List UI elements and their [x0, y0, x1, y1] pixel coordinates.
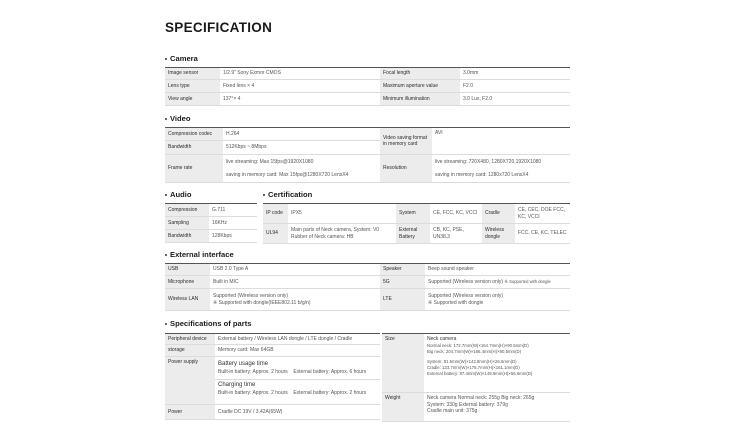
size-big-neck: Big neck: 204.7mm(W)×166.4mm(H)×90.5mm(D)	[427, 349, 522, 355]
cell-key: External Battery	[396, 224, 430, 244]
camera-table	[165, 67, 570, 106]
size-normal-neck: Normal neck: 172.7mm(W)×164.7mm(H)×90.5mm(D)	[427, 343, 529, 349]
table-row	[263, 224, 570, 244]
cell-value: 512Kbps ~ 8Mbps	[223, 141, 380, 155]
external-heading	[165, 250, 234, 259]
cell-key: Lens type	[165, 80, 220, 93]
bullet-icon	[263, 194, 265, 196]
certification-table	[263, 203, 570, 244]
cell-key: Resolution	[380, 155, 432, 183]
video-table	[165, 127, 570, 183]
resolution-live: live streaming: 720X480, 1280X720,1920X1080	[435, 159, 542, 165]
lte-note: ※ Supported with dongle	[428, 299, 484, 306]
cell-value: USB 2.0 Type A	[210, 264, 380, 276]
resolution-memory: saving in memory card: 1280x720 LensX4	[435, 171, 529, 178]
cell-key: Speaker	[380, 264, 425, 276]
cell-value: Built in MIC	[210, 276, 380, 289]
table-row	[165, 357, 380, 405]
cell-key: Maximum aperture value	[380, 80, 460, 93]
cell-key: Focal length	[380, 68, 460, 80]
cell-value: IPX5	[288, 204, 396, 224]
camera-heading-label: Camera	[170, 54, 198, 63]
camera-heading	[165, 54, 198, 63]
divider	[215, 379, 380, 380]
table-row	[165, 93, 570, 106]
cell-key: Cradle	[482, 204, 515, 224]
cell-key: Sampling	[165, 217, 209, 230]
cell-value: Main parts of Neck camera, System: V0 Rubber of Neck camera: HB	[288, 224, 396, 244]
cell-key: Compression codec	[165, 128, 223, 141]
bullet-icon	[165, 194, 167, 196]
certification-heading	[263, 190, 312, 199]
cell-key: IP code	[263, 204, 288, 224]
cell-value: 128Kbps	[209, 230, 257, 243]
cell-key: Bandwidth	[165, 230, 209, 243]
weight-cradle: Cradle main unit: 375g	[427, 408, 478, 414]
size-external-battery: External battery: 87.4mm(W)×149.9mm(H)×56.6mm(D)	[427, 371, 533, 377]
table-row	[165, 80, 570, 93]
cell-key: Microphone	[165, 276, 210, 289]
cell-key: View angle	[165, 93, 220, 106]
external-heading-label: External interface	[170, 250, 234, 259]
audio-table	[165, 203, 257, 243]
cell-value	[424, 334, 570, 393]
cell-key: storage	[165, 345, 215, 357]
size-system: System: 81.5mm(W)×142.8mm(H)×26.5mm(D)	[427, 358, 517, 364]
charging-time-title: Charging time	[218, 382, 256, 389]
table-row	[165, 128, 570, 141]
bullet-icon	[165, 254, 167, 256]
table-row	[165, 334, 380, 345]
table-row	[165, 217, 257, 230]
frame-rate-memory: saving in memory card: Max 15fps@1280X720 LensX4	[226, 171, 349, 178]
table-row	[382, 393, 570, 422]
cell-value: CB, KC, PSE, UN38.3	[430, 224, 482, 244]
cell-key: UL94	[263, 224, 288, 244]
cell-value: F2.0	[460, 80, 570, 93]
cell-key: 5G	[380, 276, 425, 289]
audio-heading-label: Audio	[170, 190, 192, 199]
table-row	[165, 204, 257, 217]
battery-usage-builtin: Built-in battery: Approx. 2 hours	[218, 368, 288, 375]
cell-key: Video saving format in memory card	[380, 128, 432, 155]
table-row	[165, 230, 257, 243]
weight-system: System: 330g External battery: 379g	[427, 401, 508, 408]
table-row	[165, 264, 570, 276]
wlan-support: Supported (Wireless version only)	[213, 293, 289, 299]
table-row	[165, 345, 380, 357]
cell-key: Wireless dongle	[482, 224, 515, 244]
cell-key: Peripheral device	[165, 334, 215, 345]
parts-heading-label: Specifications of parts	[170, 319, 252, 328]
cell-value: 137°× 4	[220, 93, 380, 106]
bullet-icon	[165, 323, 167, 325]
table-row	[165, 289, 570, 311]
cell-value	[210, 289, 380, 311]
parts-left-table	[165, 333, 380, 420]
cell-key: Wireless LAN	[165, 289, 210, 311]
5g-note: ※ Supported with dongle	[504, 278, 551, 284]
cell-key: Minimum illumination	[380, 93, 460, 106]
cell-value: H.264	[223, 128, 380, 141]
video-heading	[165, 114, 191, 123]
lte-support: Supported (Wireless version only)	[428, 293, 504, 299]
cell-value: 3.0mm	[460, 68, 570, 80]
battery-usage-title: Battery usage time	[218, 361, 269, 367]
charging-builtin: Built-in battery: Approx. 2 hours	[218, 390, 288, 397]
certification-heading-label: Certification	[268, 190, 313, 199]
cell-value: Memory card: Max 64GB	[215, 345, 380, 357]
size-neck-title: Neck camera	[427, 336, 457, 342]
cell-value: CE, FCC, KC, VCCI	[430, 204, 482, 224]
weight-neck: Neck camera Normal neck: 255g Big neck: 265g	[427, 395, 535, 401]
charging-external: External battery: Approx. 2 hours	[293, 390, 367, 397]
cell-key: System	[396, 204, 430, 224]
cell-key: USB	[165, 264, 210, 276]
cell-value: G.711	[209, 204, 257, 217]
table-row	[165, 405, 380, 420]
table-row	[165, 276, 570, 289]
size-cradle: Cradle: 133.7mm(W)×175.7mm(H)×161.1mm(D)	[427, 364, 520, 370]
cell-value: Beep sound speaker	[425, 264, 570, 276]
video-heading-label: Video	[170, 114, 191, 123]
wlan-note: ※ Supported with dongle(IEEE802.11 b/g/n)	[213, 299, 311, 306]
cell-key: Size	[382, 334, 424, 393]
cell-key: Weight	[382, 393, 424, 422]
table-row	[263, 204, 570, 224]
parts-heading	[165, 319, 251, 328]
bullet-icon	[165, 58, 167, 60]
page-title: SPECIFICATION	[165, 20, 273, 35]
frame-rate-live: live streaming: Max 15fps@1920X1080	[226, 159, 314, 165]
cell-value	[223, 155, 380, 183]
cell-value: Fixed lens × 4	[220, 80, 380, 93]
bullet-icon	[165, 118, 167, 120]
cell-value	[425, 276, 570, 289]
cell-key: Power	[165, 405, 215, 420]
cell-value	[215, 357, 380, 405]
cell-key: Compression	[165, 204, 209, 217]
cell-key: Frame rate	[165, 155, 223, 183]
cell-key: Power supply	[165, 357, 215, 405]
parts-right-table	[382, 333, 570, 422]
cell-value: 16KHz	[209, 217, 257, 230]
cell-key: Image sensor	[165, 68, 220, 80]
cell-value	[424, 393, 570, 422]
audio-heading	[165, 190, 192, 199]
5g-support: Supported (Wireless version only)	[428, 278, 504, 285]
cell-key: Bandwidth	[165, 141, 223, 155]
table-row	[165, 155, 570, 183]
cell-key: LTE	[380, 289, 425, 311]
cell-value: External battery / Wireless LAN dongle / LTE dongle / Cradle	[215, 334, 380, 345]
cell-value: 3.0 Lux, F2.0	[460, 93, 570, 106]
cell-value	[432, 155, 570, 183]
cell-value: FCC, CE, KC, TELEC	[515, 224, 570, 244]
table-row	[382, 334, 570, 393]
cell-value: AVI	[432, 128, 570, 155]
cell-value: 1/2.9" Sony Exmor CMOS	[220, 68, 380, 80]
external-table	[165, 263, 570, 311]
cell-value	[425, 289, 570, 311]
cell-value: Cradle DC 19V / 3.42A(65W)	[215, 405, 380, 420]
cell-value: CE, CEC, DOE FCC, KC, VCCI	[515, 204, 570, 224]
battery-usage-external: External battery: Approx. 6 hours	[293, 368, 367, 375]
table-row	[165, 68, 570, 80]
